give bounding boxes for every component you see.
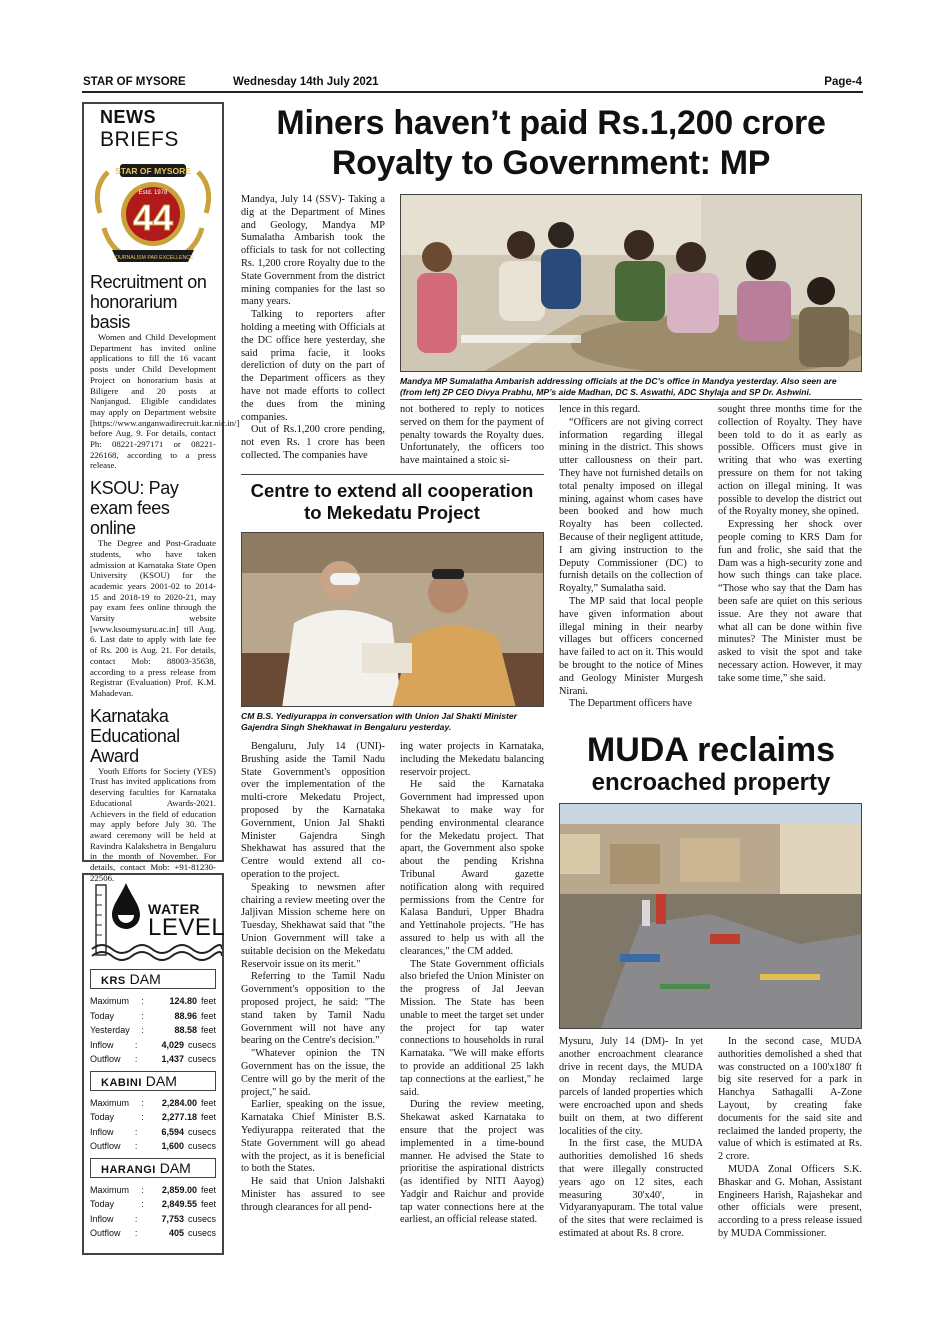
- story1-rule: [400, 399, 862, 400]
- story1-col2: [400, 404, 544, 468]
- dam-row-unit: feet: [200, 996, 216, 1006]
- story1-paragraph: not bothered to reply to notices served on them for the payment of penalty towards the Royalty dues. Unfortunately, the officers too have maintained a stoic si-: [400, 404, 544, 467]
- dam-suffix: DAM: [159, 1159, 191, 1176]
- dam-row-unit: cusecs: [187, 1228, 216, 1238]
- logo-name-text: STAR OF MYSORE: [115, 166, 191, 176]
- story1-paragraph: The Department officers have: [569, 698, 693, 710]
- logo-estd-text: Estd. 1978: [138, 190, 168, 196]
- story1-col4: [718, 404, 862, 686]
- water-title-1: WATER: [148, 901, 201, 917]
- story1-headline-line1: Miners haven’t paid Rs.1,200 crore: [276, 104, 826, 142]
- dam-prefix: KABINI: [101, 1076, 142, 1089]
- story1-paragraph: Mandya, July 14 (SSV)- Taking a dig at the Department of Mines and Geology, Mandya MP Sumalatha Ambarish took the officials to task for not collecting Rs. 1,200 crore Royalty due to the State Government from the district mining companies for the last so many years.: [241, 194, 385, 308]
- brief-item: [90, 706, 216, 884]
- dam-row: Inflow : 4,029 cusecs: [90, 1038, 216, 1053]
- dam-header: [90, 969, 216, 989]
- dam-row-label: Today: [90, 1199, 115, 1209]
- dam-row: Maximum : 124.80 feet: [90, 994, 216, 1009]
- briefs-title-word: BRIEFS: [100, 128, 179, 151]
- brief-body-text: The Degree and Post-Graduate students, who have taken admission at Karnataka State Open University (KSOU) for the academic years 2001-02 to 2014-15 and 2018-19 to 2020-21, may pay exam fees online through the Varsity website [www.ksoumysuru.ac.in] till Aug. 6. Last date to apply with late fee of Rs. 200 is Aug. 21. For details, contact Mob: 88003-35638, according to a press release from Registrar (Evaluation) Prof. K.M. Mahadevan.: [90, 538, 216, 698]
- masthead-rule: [82, 91, 863, 93]
- story3-headline-line1: MUDA reclaims: [586, 731, 836, 769]
- dam-row: Today : 2,849.55 feet: [90, 1197, 216, 1212]
- story3-photo-demolition: [559, 803, 862, 1029]
- dam-row-unit: feet: [200, 1010, 216, 1021]
- story1-paragraph: Out of Rs.1,200 crore pending, not even Rs. 1 crore has been collected. The companies have: [241, 424, 385, 461]
- story2-col2: [400, 741, 544, 1227]
- news-briefs-title: [90, 108, 216, 152]
- dam-row-unit: feet: [200, 1199, 216, 1209]
- meeting-photo-illustration: [401, 195, 862, 372]
- story2-col1: [241, 741, 385, 1214]
- dam-row: Maximum : 2,859.00 feet: [90, 1183, 216, 1198]
- brief-heading: KSOU: Pay exam fees online: [90, 478, 179, 539]
- brief-item: [90, 272, 240, 471]
- dam-row-unit: feet: [200, 1112, 216, 1122]
- dam-row: Outflow : 405 cusecs: [90, 1226, 216, 1241]
- story2-paragraph: Referring to the Tamil Nadu Government's opposition to the proposed project, he said: "The stand taken by Tamil Nadu Government will not have any bearing on the Centre's decision.": [241, 971, 385, 1047]
- dam-row: Today : 2,277.18 feet: [90, 1110, 216, 1125]
- dam-suffix: DAM: [129, 971, 161, 987]
- dam-row-unit: cusecs: [187, 1141, 216, 1151]
- dam-row-value: 1,600: [161, 1141, 184, 1151]
- dam-row: Today : 88.96 feet: [90, 1009, 216, 1024]
- dam-row-label: Maximum: [90, 1097, 130, 1108]
- cm-minister-photo-illustration: [242, 533, 544, 707]
- dam-row-unit: cusecs: [187, 1213, 216, 1224]
- dam-row-value: 4,029: [161, 1039, 184, 1050]
- news-briefs-box: [82, 102, 240, 883]
- story2-paragraph: Speaking to newsmen after chairing a review meeting over the Jaljivan Mission scheme here on Tuesday, Shekhawat said that "the Union Government will take a suitable decision on the Mekedatu Reservoir issue on its merit.": [241, 881, 385, 970]
- water-level-header: [90, 879, 226, 961]
- dam-row-label: Outflow: [90, 1141, 121, 1151]
- story1-paragraph: “Officers are not giving correct information regarding illegal mining in the district. This shows utter callousness on their part. They have not furnished details on total penalty imposed on illegal mining, against whom cases have been booked and how much Royalty has been collected. Because of their negligent attitude, I am giving instruction to the Deputy Commissioner (DC) to furnish details on the collection of Royalty,” Sumalatha said.: [559, 416, 703, 595]
- dam-row: Inflow : 6,594 cusecs: [90, 1125, 216, 1140]
- dam-header: [90, 1158, 216, 1178]
- star-of-mysore-44-logo: [90, 158, 216, 268]
- dam-row-value: 6,594: [161, 1126, 184, 1137]
- kabini-dam-section: [90, 1071, 216, 1154]
- story1-paragraph: sought three months time for the collection of Royalty. They have been told to do it as early as possible. Officers must give in writing that who was exerting pressure on them for not taking action on illegal mining. It was possible to develop the district out of the Royalty money, she opined.: [718, 404, 862, 518]
- dam-row: Outflow : 1,600 cusecs: [90, 1139, 216, 1154]
- dam-row-unit: cusecs: [187, 1126, 216, 1137]
- story2-top-rule: [241, 474, 544, 475]
- dam-row-label: Inflow: [90, 1039, 114, 1050]
- story2-photo-cm-minister: [241, 532, 544, 707]
- story2-paragraph: During the review meeting, Shekawat asked Karnataka to ensure that the project was implemented in a time-bound manner. He advised the State to prioritise the aspirational districts (as identified by NITI Aayog) Yadgir and Raichur and provide tap water connections here at the earliest, an official release stated.: [400, 1099, 544, 1226]
- masthead-paper: STAR OF MYSORE: [83, 76, 186, 88]
- dam-row: Inflow : 7,753 cusecs: [90, 1212, 216, 1227]
- story2-paragraph: He said the Karnataka Government had impressed upon Shekawat to make way for pending environmental clearance for the Mekedatu project. That apart, the Government also spoke about the pending Krishna Tribunal Award gazette notification along with required permissions from the Centre for Kalasa Banduri, Upper Bhadra and Yettinahole projects. "He has assured to help us with all the clearances," the CM added.: [400, 779, 544, 957]
- news-title-word: NEWS: [100, 107, 156, 127]
- story2-paragraph: ing water projects in Karnataka, including the Mekedatu balancing reservoir project.: [400, 741, 544, 778]
- dam-row-value: 2,284.00: [161, 1097, 197, 1108]
- story3-col1: [559, 1036, 703, 1241]
- dam-row-unit: cusecs: [187, 1039, 216, 1050]
- dam-row-label: Maximum: [90, 996, 130, 1006]
- logo-tagline-text: JOURNALISM PAR EXCELLENCE: [112, 255, 194, 261]
- dam-row-value: 1,437: [161, 1054, 184, 1064]
- brief-body: [90, 332, 240, 471]
- masthead-date: Wednesday 14th July 2021: [233, 76, 379, 88]
- story2-headline: [238, 480, 546, 524]
- story1-paragraph: Expressing her shock over people coming to KRS Dam for fun and frolic, she said that the Dam was a high-security zone and how such things can take place. “Those who say that the Dam has been safe are quiet on this serious issue. Are they not aware that what all can be done within five minutes? The Minister must be asked to visit the spot and take necessary action. However, it may take some time,” she said.: [718, 519, 862, 684]
- brief-item: [90, 478, 216, 699]
- story2-headline-line1: Centre to extend all cooperation: [250, 480, 534, 501]
- dam-row-unit: feet: [200, 1025, 216, 1035]
- story2-paragraph: Bengaluru, July 14 (UNI)- Brushing aside the Tamil Nadu State Government's opposition over the implementation of the multi-crore Mekedatu Project, proposed by the Karnataka Government, Union Jal Shakti Minister Gajendra Singh Shekhawat has assured that the Centre would extend all co-operation to the project.: [241, 741, 385, 880]
- dam-row-label: Today: [90, 1112, 115, 1122]
- dam-prefix: KRS: [101, 975, 126, 987]
- dam-row-label: Today: [90, 1010, 115, 1021]
- story1-caption: [400, 376, 862, 397]
- dam-row-value: 7,753: [161, 1213, 184, 1224]
- brief-body-text: Youth Efforts for Society (YES) Trust has invited applications from deserving faculties for Karnataka Educational Awards-2021. Achievers in the field of education may apply before July 30. The award ceremony will be held at Ravindra Kalakshetra in Bengaluru in the month of November. For details, contact Mob: +91-81230-22506.: [90, 765, 216, 883]
- dam-header: [90, 1071, 216, 1091]
- dam-row: Outflow : 1,437 cusecs: [90, 1052, 216, 1067]
- story3-paragraph: In the first case, the MUDA authorities demolished 16 sheds that were illegally constructed years ago on 12 sites, each measuring 30'x40', in Vidyaranyapuram. The total value of the sites that were reclaimed is estimated at about Rs. 8 crore.: [559, 1138, 703, 1239]
- dam-row-unit: feet: [200, 1097, 216, 1108]
- dam-row-value: 2,859.00: [161, 1184, 197, 1195]
- story1-photo-meeting: [400, 194, 862, 372]
- dam-row-value: 2,849.55: [161, 1199, 197, 1209]
- krs-dam-section: [90, 969, 216, 1067]
- dam-row-value: 88.58: [174, 1025, 197, 1035]
- dam-row-value: 2,277.18: [161, 1112, 197, 1122]
- dam-prefix: HARANGI: [101, 1163, 156, 1176]
- story1-caption-line1: Mandya MP Sumalatha Ambarish addressing officials at the DC’s office in Mandya yesterday. Also seen are: [400, 376, 837, 386]
- story1-paragraph: Talking to reporters after holding a meeting with Officials at the DC office here yesterday, she said prima facie, it looks dereliction of duty on the part of the Department officers as they have not made efforts to collect the dues from the mining companies.: [241, 309, 385, 423]
- dam-row-label: Inflow: [90, 1126, 114, 1137]
- dam-suffix: DAM: [145, 1072, 177, 1089]
- dam-row-label: Maximum: [90, 1184, 130, 1195]
- story2-paragraph: Earlier, speaking on the issue, Karnataka Chief Minister B.S. Yediyurappa reiterated that the State Government will go ahead with the project, as it is beneficial to both the States.: [241, 1099, 385, 1175]
- story2-paragraph: He said that Union Jalshakti Minister has assured to see through clearances for all pend-: [241, 1176, 385, 1213]
- dam-row-unit: feet: [200, 1184, 216, 1195]
- dam-row-value: 124.80: [169, 996, 197, 1006]
- dam-row: Yesterday : 88.58 feet: [90, 1023, 216, 1038]
- story3-paragraph: MUDA Zonal Officers S.K. Bhaskar and G. Mohan, Assistant Engineers Harish, Rajashekar and other officials were present, according to a press release issued by MUDA Commissioner.: [718, 1163, 862, 1239]
- story3-paragraph: Mysuru, July 14 (DM)- In yet another encroachment clearance drive in recent days, the MUDA on Monday reclaimed large parcels of landed properties which were encroached upon and sheds built on them, at two different localities of the city.: [559, 1036, 703, 1137]
- story3-headline: [556, 731, 866, 797]
- brief-heading: Karnataka Educational Award: [90, 705, 180, 766]
- dam-row-value: 405: [168, 1228, 184, 1238]
- dam-row-label: Outflow: [90, 1054, 121, 1064]
- water-level-box: [82, 873, 224, 1255]
- dam-row-label: Yesterday: [90, 1025, 130, 1035]
- dam-row-unit: cusecs: [187, 1054, 216, 1064]
- dam-row-label: Outflow: [90, 1228, 121, 1238]
- story1-paragraph: lence in this regard.: [559, 404, 641, 415]
- harangi-dam-section: [90, 1158, 216, 1241]
- brief-body-text: Women and Child Development Department has invited online applications to fill the 16 vacant posts under Child Development Project on honorarium basis at Biligere and 20 posts at Nanjangud. Eligible candidates may apply on Department website [https://www.anganwadirecruit.kar.nic.in/] before Aug. 9. For details, contact Ph: 08221-297171 or 08221-226168, according to a press release.: [90, 332, 240, 471]
- story2-caption: CM B.S. Yediyurappa in conversation with Union Jal Shakti Minister Gajendra Singh Shekhawat in Bengaluru yesterday.: [241, 711, 518, 732]
- story2-paragraph: "Whatever opinion the TN Government has on the issue, the Centre will go by the merit of the project," he said.: [241, 1048, 385, 1098]
- story2-headline-line2: to Mekedatu Project: [304, 502, 480, 523]
- dam-row: Maximum : 2,284.00 feet: [90, 1096, 216, 1111]
- brief-body: [90, 538, 216, 699]
- story1-paragraph: The MP said that local people have given information about illegal mining in their nearby villages but officers concerned have failed to act on it. This would be brought to the notice of Mines and Geology Minister Murgesh Nirani.: [559, 595, 703, 697]
- demolition-photo-illustration: [560, 804, 862, 1029]
- masthead-page: Page-4: [824, 76, 862, 88]
- story1-headline-line2: Royalty to Government: MP: [331, 144, 771, 182]
- story3-headline-line2: encroached property: [591, 769, 831, 796]
- story1-col3: [559, 404, 703, 711]
- water-title-2: LEVEL: [148, 914, 226, 941]
- story2-paragraph: The State Government officials also briefed the Union Minister on the progress of Jal Jeevan Mission. The State has been unable to meet the target set under the project for tap water connections to households in rural Karnataka. "We will make efforts to provide an additional 25 lakh tap connections at the earliest," he said.: [400, 958, 544, 1098]
- brief-heading: Recruitment on honorarium basis: [90, 272, 207, 332]
- brief-body: [90, 766, 216, 884]
- dam-row-value: 88.96: [174, 1010, 197, 1021]
- story1-col1: [241, 194, 385, 463]
- story3-paragraph: In the second case, MUDA authorities demolished a shed that was constructed on a 100'x180' ft big site reserved for a park in Hanchya Sathagalli A-Zone Layout, by creating fake documents for the said site and reclaimed the landed property, the value of which is estimated at Rs. 2 crore.: [718, 1036, 862, 1163]
- story3-col2: [718, 1036, 862, 1241]
- logo-number-text: 44: [132, 197, 174, 238]
- story1-caption-line2: (from left) ZP CEO Divya Prabhu, MP’s aide Madhan, DC S. Aswathi, ADC Shylaja and SP Dr. Ashwini.: [400, 386, 812, 397]
- story1-headline: [236, 103, 866, 183]
- dam-row-label: Inflow: [90, 1213, 114, 1224]
